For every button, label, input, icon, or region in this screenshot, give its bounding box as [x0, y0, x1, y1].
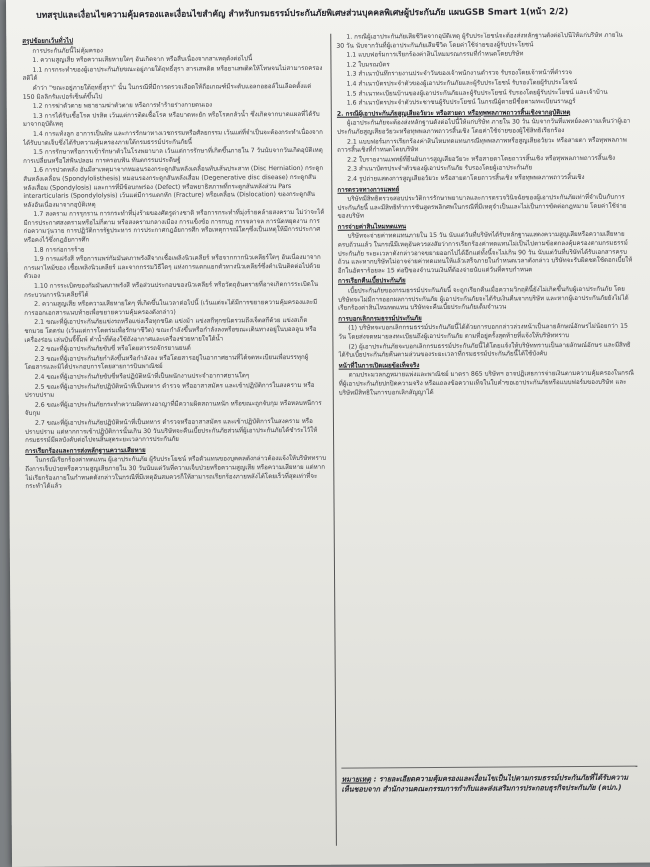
- paragraph: บริษัทมีสิทธิตรวจสอบประวัติการรักษาพยาบาลและการตรวจวินิจฉัยของผู้เอาประกันภัยเท่าที่จำเป็นกับการประกันภัยนี้ และมีสิทธิทำการชันสูตรพลิกศพในกรณีที่มีเหตุจำเป็นและไม่เป็นการขัดต่อกฎหมาย โดยค่าใช้จ่ายของบริษัท: [337, 193, 627, 220]
- paragraph: 2.2 ใบรายงานแพทย์ที่ยืนยันการสูญเสียอวัยวะ หรือสายตาโดยถาวรสิ้นเชิง หรือทุพพลภาพถาวรสิ้นเชิง: [347, 154, 616, 164]
- paragraph: 2.7 ขณะที่ผู้เอาประกันภัยปฏิบัติหน้าที่เป็นทหาร ตำรวจหรืออาสาสมัคร และเข้าปฏิบัติการในสงคราม หรือปราบปราม แต่หากการเข้าปฏิบัติการนั้นเกิน 30 วันบริษัทจะคืนเบี้ยประกันภัยส่วนที่ผู้เอาประกันภัยได้ชำระไว้ให้กรมธรรม์มีผลบังคับต่อไปจนสิ้นสุดระยะเวลาการประกันภัย: [24, 417, 318, 445]
- paragraph: 1.10 การระเบิดของกัมมันตภาพรังสี หรือส่วนประกอบของนิวเคลียร์ หรือวัตถุอันตรายที่อาจเกิดการระเบิดในกระบวนการนิวเคลียร์ได้: [24, 280, 319, 299]
- paragraph: 2.4 ขณะที่ผู้เอาประกันภัยขับขี่หรือปฏิบัติหน้าที่เป็นพนักงานประจำอากาศยานใดๆ: [34, 372, 250, 381]
- paragraph: (2) ผู้เอาประกันภัยจะบอกเลิกกรมธรรม์ประกันภัยนี้ได้โดยแจ้งให้บริษัททราบเป็นลายลักษณ์อักษร และมีสิทธิได้รับเบี้ยประกันภัยคืนตามส่วนของระยะเวลาที่กรมธรรม์ประกันภัยนี้ได้ใช้บังคับ: [338, 341, 631, 359]
- paragraph: 1.6 การปวดหลัง อันมีสาเหตุมาจากหมอนรองกระดูกสันหลังเคลื่อนทับเส้นประสาท (Disc Herniation) กระดูกสันหลังเคลื่อน (Spondylolisthesis) หมอนรองกระดูกสันหลังเสื่อม (Degenerative disc disease) กระดูกสันหลังเสื่อม (Spondylosis) และการที่มีข้อบกพร่อง (Defect) หรือพยาธิสภาพที่กระดูกสันหลังส่วน Pars interarticularis (Spondylolysis) เว้นแต่มีการแตกหัก (Fracture) หรือเคลื่อน (Dislocation) ของกระดูกสันหลังอันเนื่องมาจากอุบัติเหตุ: [23, 165, 324, 209]
- paragraph: 2.4 รูปถ่ายแสดงการสูญเสียอวัยวะ หรือสายตาโดยถาวรสิ้นเชิง หรือทุพพลภาพถาวรสิ้นเชิง: [347, 173, 585, 183]
- section-heading: สรุปข้อยกเว้นทั่วไป: [22, 37, 74, 45]
- document-page: [6, 0, 650, 867]
- section-heading: การบอกเลิกกรมธรรม์ประกันภัย: [338, 314, 422, 323]
- paragraph: 1.5 สำเนาทะเบียนบ้านของผู้เอาประกันภัยและผู้รับประโยชน์ รับรองโดยผู้รับประโยชน์ และเจ้าบ้าน: [346, 88, 608, 98]
- paragraph: 1.8 การก่อการร้าย: [33, 246, 85, 254]
- section-heading: 2. กรณีผู้เอาประกันภัยสูญเสียอวัยวะ หรือสายตา หรือทุพพลภาพถาวรสิ้นเชิงจากอุบัติเหตุ: [336, 108, 571, 118]
- paragraph: 1. ความสูญเสีย หรือความเสียหายใดๆ อันเกิดจาก หรือสืบเนื่องจากสาเหตุดังต่อไปนี้: [32, 55, 253, 65]
- paragraph: 1.1 การกระทำของผู้เอาประกันภัยขณะอยู่ภายใต้ฤทธิ์สุรา สารเสพติด หรือยาเสพติดให้โทษจนไม่สามารถครองสติได้: [22, 64, 323, 83]
- section-heading: การตรวจทางการแพทย์: [337, 185, 400, 194]
- note-label: หมายเหตุ: [341, 774, 372, 784]
- paragraph: 2.1 แบบฟอร์มการเรียกร้องค่าสินไหมทดแทนกรณีทุพพลภาพหรือสูญเสียอวัยวะ หรือสายตา หรือทุพพลภาพถาวรสิ้นเชิงที่กำหนดโดยบริษัท: [337, 136, 627, 154]
- page-header: บทสรุปและเงื่อนไขความคุ้มครองและเงื่อนไขสำคัญ สำหรับกรมธรรม์ประกันภัยพิเศษส่วนบุคคลพิเศษผู้ประกันภัย แผนGSB Smart 1(หน้า 2/2): [36, 7, 569, 21]
- paragraph: 1.2 การฆ่าตัวตาย พยายามฆ่าตัวตาย หรือการทำร้ายร่างกายตนเอง: [32, 101, 213, 110]
- paragraph: 1.7 สงคราม การรุกราน การกระทำที่มุ่งร้ายของศัตรูต่างชาติ หรือการกระทำที่มุ่งร้ายคล้ายสงคราม ไม่ว่าจะได้มีการประกาศสงครามหรือไม่ก็ตาม หรือสงครามกลางเมือง การแข็งข้อ การกบฏ การจลาจล การนัดหยุดงาน การก่อความวุ่นวาย การปฏิวัติการรัฐประหาร การประกาศกฎอัยการศึก หรือเหตุการณ์ใดๆซึ่งเป็นเหตุให้มีการประกาศหรือคงไว้ซึ่งกฎอัยการศึก: [23, 209, 325, 244]
- paragraph: 2.5 ขณะที่ผู้เอาประกันภัยปฏิบัติหน้าที่เป็นทหาร ตำรวจ หรืออาสาสมัคร และเข้าปฏิบัติการในสงคราม หรือปราบปราม: [24, 381, 315, 400]
- paragraph: 1.3 สำเนาบันทึกรายงานประจำวันของเจ้าพนักงานตำรวจ รับรองโดยเจ้าหน้าที่ตำรวจ: [346, 69, 573, 78]
- section-heading: หน้าที่ในการเปิดเผยข้อเท็จจริง: [338, 361, 420, 370]
- paragraph: 2.3 ขณะที่ผู้เอาประกันภัยกำลังขึ้นหรือกำลังลง หรือโดยสารอยู่ในอากาศยานที่ได้จดทะเบียนเพื่อบรรทุกผู้โดยสารและมิได้ประกอบการโดยสายการบินพาณิชย์: [24, 353, 309, 372]
- paragraph: 2.6 ขณะที่ผู้เอาประกันภัยกระทำความผิดทางอาญาที่มีความผิดสถานหนัก หรือขณะถูกจับกุม หรือหลบหนีการจับกุม: [24, 399, 322, 418]
- paragraph: 2.1 ขณะที่ผู้เอาประกันภัยแข่งรถหรือแข่งเรือทุกชนิด แข่งม้า แข่งสกีทุกชนิดรวมถึงเจ็ตสกีด้วย แข่งสเก็ต ชกมวย โดดร่ม (เว้นแต่การโดดร่มเพื่อรักษาชีวิต) ขณะกำลังขึ้นหรือกำลังลงหรือขณะเดินทางอยู่ในบอลลูน หรือเครื่องร่อน เล่นบันจี้จั๊มพ์ ดำน้ำที่ต้องใช้ถังอากาศและเครื่องช่วยหายใจใต้น้ำ: [24, 317, 317, 344]
- left-column: [22, 34, 337, 848]
- paragraph: เบี้ยประกันภัยของกรมธรรม์ประกันภัยนี้ จะถูกเรียกคืนเมื่อความวิกฤตินี้ยังไม่เกิดขึ้นกับผู้เอาประกันภัย โดยบริษัทจะไม่มีการออกผลการประกันภัย ผู้เอาประกันภัยจะได้รับเงินคืนจากบริษัท และหากผู้เอาประกันภัยยังไม่ได้เรียกร้องค่าสินไหมทดแทน บริษัทจะคืนเบี้ยประกันภัยเต็มจำนวน: [338, 285, 629, 312]
- note-box: [341, 766, 637, 837]
- paragraph: 2.2 ขณะที่ผู้เอาประกันภัยขับขี่ หรือโดยสารรถจักรยานยนต์: [34, 344, 191, 353]
- paragraph: ในกรณีเรียกร้องค่าทดแทน ผู้เอาประกันภัย ผู้รับประโยชน์ หรือตัวแทนของบุคคลดังกล่าวต้องแจ้งให้บริษัททราบถึงการเจ็บป่วยหรือความสูญเสียภายใน 30 วันนับแต่วันที่ความเจ็บป่วยหรือความสูญเสีย หรือความเสียหาย แต่หากไม่เรียกร้องภายในกำหนดดังกล่าวในกรณีที่มีเหตุอันสมควรก็ให้สามารถเรียกร้องภายหลังได้โดยเร็วที่สุดเท่าที่จะกระทำได้แล้ว: [25, 455, 327, 490]
- paragraph: การประกันภัยนี้ไม่คุ้มครอง: [32, 46, 104, 55]
- section-heading: การเรียกคืนเบี้ยประกันภัย: [337, 277, 406, 286]
- paragraph: ผู้เอาประกันภัยจะต้องส่งหลักฐานดังต่อไปนี้ให้แก่บริษัท ภายใน 30 วัน นับจากวันที่แพทย์ลงความเห็นว่าผู้เอาประกันภัยสูญเสียอวัยวะหรือทุพพลภาพถาวรสิ้นเชิง โดยค่าใช้จ่ายของผู้ใช้สิทธิเรียกร้อง: [336, 117, 631, 136]
- paragraph: 1.2 ใบมรณบัตร: [346, 61, 390, 69]
- paragraph: 1.3 การได้รับเชื้อโรค ปรสิต เว้นแต่การติดเชื้อโรค หรือบาดทะยัก หรือโรคกลัวน้ำ ซึ่งเกิดจากบาดแผลที่ได้รับมาจากอุบัติเหตุ: [22, 110, 320, 129]
- paragraph: 1.4 การแท้งลูก อาการเป็นพิษ และการรักษาทางเวชกรรมหรือศัลยกรรม เว้นแต่ที่จำเป็นจะต้องกระทำเนื่องจากได้รับบาดเจ็บซึ่งได้รับความคุ้มครองภายใต้กรมธรรม์ประกันภัยนี้: [22, 128, 323, 147]
- section-heading: การจ่ายค่าสินไหมทดแทน: [337, 223, 407, 231]
- paragraph: 1.9 การแผ่รังสี หรือการแพร่กัมมันตภาพรังสีจากเชื้อเพลิงนิวเคลียร์ หรือจากกากนิวเคลียร์ใดๆ อันเนื่องมาจากการเผาไหม้ของ เชื้อเพลิงนิวเคลียร์ และจากกรรมวิธีใดๆ แห่งการแตกแยกตัวทางนิวเคลียร์ซึ่งดำเนินติดต่อไปด้วยตัวเอง: [23, 254, 321, 281]
- paragraph: (1) บริษัทจะบอกเลิกกรมธรรม์ประกันภัยนี้ได้ด้วยการบอกกล่าวล่วงหน้าเป็นลายลักษณ์อักษรไม่น้อยกว่า 15 วัน โดยส่งจดหมายลงทะเบียนถึงผู้เอาประกันภัย ตามที่อยู่ครั้งสุดท้ายที่แจ้งให้บริษัททราบ: [338, 323, 629, 341]
- paragraph: 2.3 สำเนาบัตรประจำตัวของผู้เอาประกันภัย รับรองโดยผู้เอาประกันภัย: [347, 164, 533, 173]
- paragraph: 1. กรณีผู้เอาประกันภัยเสียชีวิตจากอุบัติเหตุ ผู้รับประโยชน์จะต้องส่งหลักฐานดังต่อไปนี้ให้แก่บริษัท ภายใน 30 วัน นับจากวันที่ผู้เอาประกันภัยเสียชีวิต โดยค่าใช้จ่ายของผู้รับประโยชน์: [336, 31, 623, 50]
- paragraph: บริษัทจะจ่ายค่าทดแทนภายใน 15 วัน นับแต่วันที่บริษัทได้รับหลักฐานแสดงความสูญเสียหรือความเสียหายครบถ้วนแล้ว ในกรณีมีเหตุอันควรสงสัยว่าการเรียกร้องค่าทดแทนไม่เป็นไปตามข้อตกลงคุ้มครองตามกรมธรรม์ประกันภัย ระยะเวลาดังกล่าวอาจขยายออกไปได้อีกแต่ทั้งนี้จะไม่เกิน 90 วัน นับแต่วันที่บริษัทได้รับเอกสารครบถ้วน และหากบริษัทไม่อาจจ่ายค่าทดแทนให้แล้วเสร็จภายในกำหนดเวลาดังกล่าว บริษัทจะรับผิดชดใช้ดอกเบี้ยให้อีกในอัตราร้อยละ 15 ต่อปีของจำนวนเงินที่ต้องจ่ายนับแต่วันที่ครบกำหนด: [337, 231, 633, 275]
- paragraph: 1.5 การรักษาหรือการเข้ารักษาตัวในโรงพยาบาล เว้นแต่การรักษาที่เกิดขึ้นภายใน 7 วันนับจากวันเกิดอุบัติเหตุ การเปลี่ยนหรือใส่ฟันปลอม การครอบฟัน ทันตกรรมประดิษฐ์: [23, 146, 323, 165]
- right-column: [336, 32, 637, 794]
- note-text: : รายละเอียดความคุ้มครองและเงื่อนไขเป็นไปตามกรมธรรม์ประกันภัยที่ได้รับความเห็นชอบจาก สำนักงานคณะกรรมการกำกับและส่งเสริมการประกอบธุรกิจประกันภัย (คปภ.): [341, 772, 629, 794]
- section-heading: การเรียกร้องและการส่งหลักฐานความเสียหาย: [25, 446, 146, 455]
- paragraph: 2. ความสูญเสีย หรือความเสียหายใดๆ ที่เกิดขึ้นในเวลาต่อไปนี้ (เว้นแต่จะได้มีการขยายความคุ้มครองและมีการออกเอกสารแนบท้ายเพื่อขยายความคุ้มครองดังกล่าว): [24, 299, 318, 317]
- paragraph: ตามประมวลกฎหมายแพ่งและพาณิชย์ มาตรา 865 บริษัทฯ อาจปฏิเสธการจ่ายเงินตามความคุ้มครองในกรณีที่ผู้เอาประกันภัยปกปิดความจริง หรือแถลงข้อความเท็จในใบคำขอเอาประกันภัยหรือแบบฟอร์มของบริษัท และบริษัทมีสิทธิในการบอกเลิกสัญญาได้: [338, 370, 634, 397]
- paragraph: 1.6 สำเนาบัตรประจำตัวประชาชนผู้รับประโยชน์ ในกรณีผู้ตายมีชื่อตามทะเบียนราษฎร์: [346, 98, 576, 107]
- paragraph: 1.4 สำเนาบัตรประจำตัวของผู้เอาประกันภัยและผู้รับประโยชน์ รับรองโดยผู้รับประโยชน์: [346, 78, 578, 88]
- paragraph: 1.1 แบบฟอร์มการเรียกร้องค่าสินไหมมรณกรรมที่กำหนดโดยบริษัท: [346, 50, 524, 59]
- paragraph: คำว่า "ขณะอยู่ภายใต้ฤทธิ์สุรา" นั้น ในกรณีที่มีการตรวจเลือดให้ถือเกณฑ์มีระดับแอลกอฮอล์ในเลือดตั้งแต่ 150 มิลลิกรัมเปอร์เซ็นต์ขึ้นไป: [22, 82, 312, 101]
